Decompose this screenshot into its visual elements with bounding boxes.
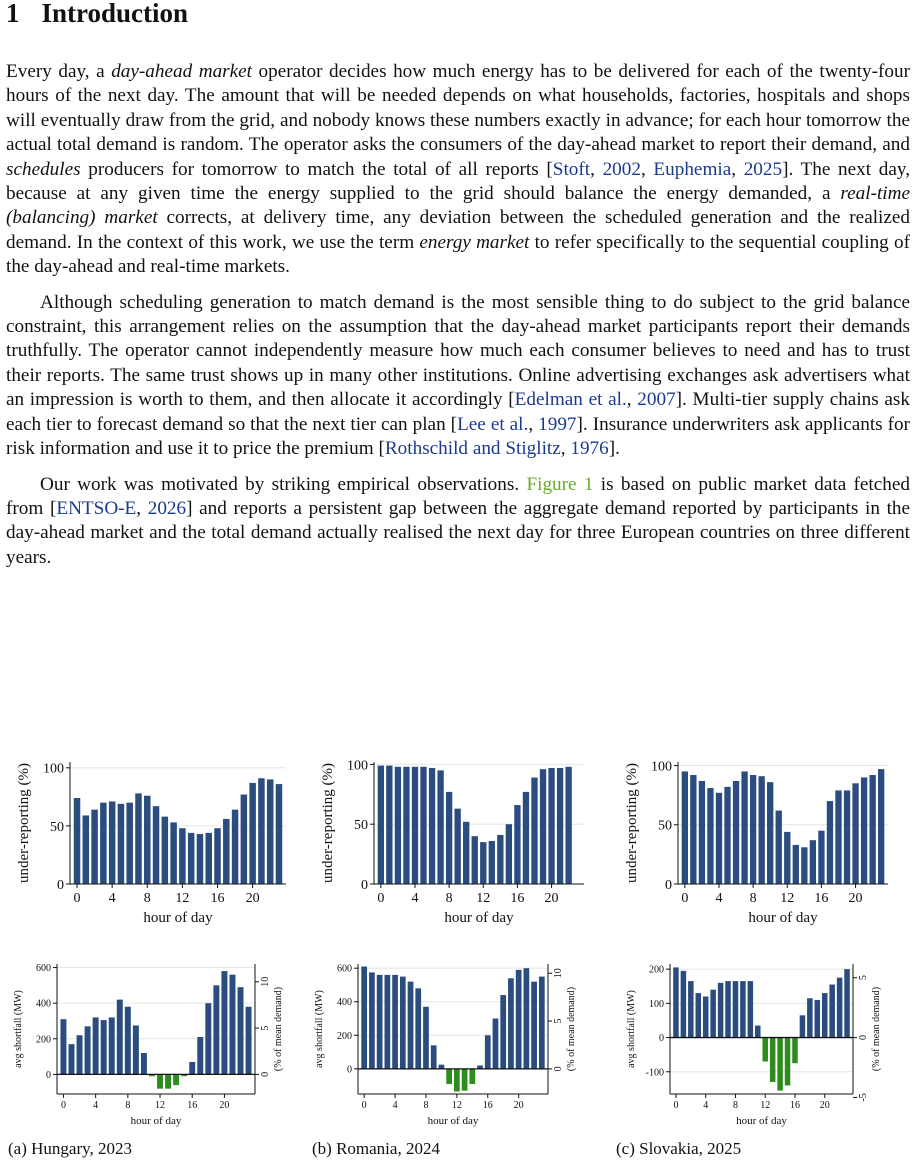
bar xyxy=(807,998,813,1037)
x-tick-label: 8 xyxy=(445,891,453,906)
bar xyxy=(232,810,238,884)
text-run: , xyxy=(590,158,603,180)
bar xyxy=(724,787,730,884)
x-tick-label: 4 xyxy=(93,1100,99,1111)
bar xyxy=(446,1069,452,1084)
y-tick-label: -100 xyxy=(645,1067,664,1079)
citation-link[interactable]: 2026 xyxy=(147,497,187,519)
bar xyxy=(462,1069,468,1091)
text-run: , xyxy=(136,497,148,519)
bar xyxy=(446,792,452,884)
y2-tick-label: 5 xyxy=(260,1025,271,1031)
bar xyxy=(500,995,506,1069)
bar xyxy=(861,777,867,884)
text-run: , xyxy=(626,389,638,411)
x-axis-label: hour of day xyxy=(736,1115,787,1127)
bar xyxy=(135,793,141,884)
bar xyxy=(118,804,124,884)
x-axis-label: hour of day xyxy=(444,910,514,926)
y-tick-label: 50 xyxy=(50,819,64,835)
bar xyxy=(179,828,185,884)
bar xyxy=(815,1000,821,1038)
bar xyxy=(267,779,273,884)
bar xyxy=(454,1069,460,1092)
y2-axis-label: (% of mean demand) xyxy=(566,986,577,1072)
bar xyxy=(361,967,367,1069)
bar xyxy=(431,1045,437,1068)
section-heading xyxy=(6,0,188,29)
bar xyxy=(392,975,398,1069)
x-tick-label: 0 xyxy=(681,891,689,906)
y-tick-label: 0 xyxy=(46,1069,51,1081)
bar xyxy=(524,968,530,1069)
text-run: is based on public market data fetched from [ xyxy=(6,473,910,519)
bar xyxy=(800,1015,806,1037)
bar xyxy=(101,1020,107,1074)
bar xyxy=(429,768,435,884)
x-tick-label: 0 xyxy=(73,891,81,906)
x-axis-label: hour of day xyxy=(748,910,818,926)
x-tick-label: 8 xyxy=(143,891,151,906)
bar xyxy=(829,985,835,1038)
citation-link[interactable]: 1997 xyxy=(538,413,577,435)
bar xyxy=(400,977,406,1069)
bar xyxy=(197,1037,203,1074)
y-tick-label: 0 xyxy=(347,1064,352,1076)
text-run: ]. xyxy=(608,438,620,460)
y-tick-label: 600 xyxy=(36,963,51,975)
bar xyxy=(785,1038,791,1086)
x-tick-label: 4 xyxy=(703,1100,709,1111)
y-tick-label: 100 xyxy=(651,759,672,775)
bar xyxy=(246,1007,252,1075)
text-run: , xyxy=(560,438,571,460)
bar xyxy=(777,1038,783,1091)
bar xyxy=(792,1038,798,1064)
citation-link[interactable]: 1976 xyxy=(570,438,609,460)
bar xyxy=(801,847,807,884)
x-tick-label: 20 xyxy=(513,1100,524,1111)
body-text xyxy=(6,60,910,581)
x-axis-label: hour of day xyxy=(130,1115,182,1127)
y-tick-label: 200 xyxy=(337,1030,352,1042)
x-tick-label: 20 xyxy=(245,891,260,906)
bar xyxy=(565,767,571,884)
citation-link[interactable]: 2007 xyxy=(637,389,676,411)
y-tick-label: 400 xyxy=(36,998,51,1010)
bar xyxy=(748,981,754,1037)
text-run: , xyxy=(731,158,744,180)
y2-axis-label: (% of mean demand) xyxy=(871,986,882,1072)
y-tick-label: 100 xyxy=(649,998,664,1010)
bar xyxy=(395,767,401,884)
x-tick-label: 16 xyxy=(482,1100,493,1111)
x-tick-label: 4 xyxy=(715,891,723,906)
y-tick-label: 50 xyxy=(658,818,672,834)
x-tick-label: 0 xyxy=(361,1100,367,1111)
y-tick-label: 200 xyxy=(36,1034,51,1046)
bar xyxy=(170,822,176,884)
bar xyxy=(837,978,843,1038)
bar xyxy=(750,775,756,884)
y2-axis-label: (% of mean demand) xyxy=(273,986,284,1072)
bar xyxy=(74,798,80,884)
bar xyxy=(69,1044,75,1074)
bar xyxy=(770,1038,776,1082)
bar xyxy=(60,1019,66,1074)
text-run: Although scheduling generation to match demand is the most sensible thing to do subject to the grid balance constraint, this arrangement relies on the assumption that the day-ahead market participants report their demands truthfully. The operator cannot independently measure how much each consumer believes to need and has to trust their reports. The same trust shows up in many other institutions. Online advertising exchanges ask advertisers what an impression is worth to them, and then allocate it accordingly [ xyxy=(6,291,910,411)
chart-top-right xyxy=(624,759,888,926)
bar xyxy=(827,801,833,884)
section-number: 1 xyxy=(6,0,20,28)
x-tick-label: 4 xyxy=(411,891,419,906)
citation-link[interactable]: Lee et al. xyxy=(457,413,529,435)
paragraph xyxy=(6,60,910,280)
bar xyxy=(514,805,520,884)
y2-tick-label: 10 xyxy=(553,968,564,979)
x-tick-label: 16 xyxy=(187,1100,198,1111)
y2-tick-label: 0 xyxy=(260,1071,271,1077)
citation-link[interactable]: Rothschild and Stiglitz xyxy=(384,438,561,460)
bar xyxy=(485,1035,491,1069)
bar xyxy=(497,835,503,884)
bar xyxy=(162,817,168,884)
y-tick-label: 600 xyxy=(337,963,352,975)
bar xyxy=(100,803,106,884)
bar xyxy=(238,987,244,1074)
bar xyxy=(707,788,713,884)
bar xyxy=(133,1025,139,1074)
x-tick-label: 12 xyxy=(760,1100,771,1111)
y-tick-label: 100 xyxy=(347,758,368,774)
bar xyxy=(455,809,461,884)
citation-link[interactable]: Stoft xyxy=(552,158,591,180)
bar xyxy=(489,841,495,884)
bar xyxy=(762,1038,768,1062)
y2-tick-label: 0 xyxy=(858,1035,869,1041)
x-tick-label: 8 xyxy=(423,1100,429,1111)
text-run: , xyxy=(528,413,539,435)
text-run: to refer specifically to the sequential coupling of the day-ahead and real-time markets. xyxy=(6,231,910,278)
bar xyxy=(126,803,132,884)
y2-tick-label: 0 xyxy=(553,1066,564,1072)
bar xyxy=(508,978,514,1069)
x-tick-label: 16 xyxy=(210,891,225,906)
bar xyxy=(83,815,89,884)
figure-1 xyxy=(0,730,916,1170)
x-tick-label: 16 xyxy=(814,891,829,906)
text-run: , xyxy=(640,158,654,180)
bar xyxy=(759,776,765,884)
bar xyxy=(91,810,97,884)
bar xyxy=(784,832,790,884)
bar xyxy=(173,1074,179,1085)
y-axis-label: avg shortfall (MW) xyxy=(314,990,325,1068)
bar xyxy=(718,983,724,1038)
bar xyxy=(420,767,426,884)
bar xyxy=(141,1053,147,1074)
bar xyxy=(703,997,709,1038)
bar xyxy=(125,1007,131,1075)
bar xyxy=(699,781,705,884)
bar xyxy=(793,845,799,884)
bar xyxy=(557,768,563,884)
emphasis: real-time (balancing) market xyxy=(6,183,910,229)
bar xyxy=(540,769,546,884)
bar xyxy=(386,766,392,884)
bar xyxy=(690,775,696,884)
bar xyxy=(153,806,159,884)
chart-bottom-middle xyxy=(314,964,577,1127)
text-run: ]. The next day, because at any given time the energy supplied to the grid should balance the energy demanded, a xyxy=(6,158,911,205)
text-run: producers for tomorrow to match the total of all reports [ xyxy=(80,158,553,180)
citation-link[interactable]: Edelman et al. xyxy=(514,389,627,411)
bar xyxy=(197,834,203,884)
caption-a: (a) Hungary, 2023 xyxy=(8,1139,132,1158)
bar xyxy=(810,840,816,884)
bar xyxy=(205,833,211,884)
bar xyxy=(725,981,731,1037)
y-tick-label: 200 xyxy=(649,964,664,976)
bar xyxy=(480,842,486,884)
bar xyxy=(221,971,227,1074)
bar xyxy=(223,819,229,884)
caption-b: (b) Romania, 2024 xyxy=(312,1139,440,1158)
x-tick-label: 12 xyxy=(476,891,491,906)
section-title: Introduction xyxy=(41,0,189,28)
bar xyxy=(77,1035,83,1074)
bar xyxy=(740,981,746,1037)
y-tick-label: 0 xyxy=(659,1033,664,1045)
caption-c: (c) Slovakia, 2025 xyxy=(616,1139,742,1158)
bar xyxy=(822,993,828,1037)
text-run: ] and reports a persistent gap between the aggregate demand reported by participants in the day-ahead market and the total demand actually realised the next day for three European countries on three different years. xyxy=(6,497,911,568)
emphasis: energy market xyxy=(419,231,530,253)
bar xyxy=(188,833,194,884)
bar xyxy=(412,767,418,884)
bar xyxy=(506,824,512,884)
bar xyxy=(117,1000,123,1075)
x-axis-label: hour of day xyxy=(143,910,213,926)
text-run: ]. Insurance underwriters ask applicants for risk information and use it to price the premium [ xyxy=(6,413,911,460)
y2-tick-label: -5 xyxy=(858,1093,869,1102)
text-run: operator decides how much energy has to be delivered for each of the twenty-four hours of the next day. The amount that will be needed depends on what households, factories, hospitals and shops will eventually draw from the grid, and nobody knows these numbers exactly in advance; for each hour tomorrow the actual total demand is random. The operator asks the consumers of the day-ahead market to report their demand, and xyxy=(6,61,911,156)
bar xyxy=(733,981,739,1037)
y2-tick-label: 5 xyxy=(858,975,869,981)
y-tick-label: 0 xyxy=(57,877,64,893)
citation-link[interactable]: 2002 xyxy=(602,158,641,180)
bar xyxy=(258,778,264,884)
bar xyxy=(741,771,747,884)
x-tick-label: 4 xyxy=(108,891,116,906)
bar xyxy=(539,977,545,1069)
emphasis: schedules xyxy=(6,158,81,180)
y-tick-label: 50 xyxy=(354,818,368,834)
figure-link[interactable]: Figure 1 xyxy=(526,473,594,495)
bar xyxy=(144,796,150,884)
bar xyxy=(716,793,722,884)
x-tick-label: 8 xyxy=(125,1100,131,1111)
bar xyxy=(205,1003,211,1074)
bar xyxy=(378,766,384,884)
bar xyxy=(241,795,247,884)
bar xyxy=(733,781,739,884)
bar xyxy=(767,782,773,884)
y-axis-label: under-reporting (%) xyxy=(624,762,640,884)
bar xyxy=(673,967,679,1037)
x-tick-label: 20 xyxy=(544,891,559,906)
y-tick-label: 0 xyxy=(361,877,368,893)
bar xyxy=(531,778,537,884)
citation-link[interactable]: Euphemia xyxy=(653,158,732,180)
bar xyxy=(493,1019,499,1069)
citation-link[interactable]: ENTSO-E xyxy=(56,497,137,519)
bar xyxy=(844,790,850,884)
y-tick-label: 400 xyxy=(337,997,352,1009)
bar xyxy=(682,771,688,884)
bar xyxy=(548,768,554,884)
y2-tick-label: 5 xyxy=(553,1018,564,1024)
citation-link[interactable]: 2025 xyxy=(743,158,783,180)
chart-top-left xyxy=(16,762,286,926)
bar xyxy=(384,975,390,1069)
bar xyxy=(844,969,850,1037)
bar xyxy=(437,770,443,884)
bar xyxy=(249,783,255,884)
bar xyxy=(276,784,282,884)
bar xyxy=(710,990,716,1038)
bar xyxy=(93,1017,99,1074)
x-tick-label: 12 xyxy=(780,891,795,906)
y-tick-label: 0 xyxy=(665,877,672,893)
x-tick-label: 4 xyxy=(392,1100,398,1111)
bar xyxy=(878,769,884,884)
bar xyxy=(472,836,478,884)
x-tick-label: 20 xyxy=(219,1100,230,1111)
bar xyxy=(818,831,824,884)
x-tick-label: 20 xyxy=(848,891,863,906)
bar xyxy=(408,982,414,1069)
bar xyxy=(423,1007,429,1069)
text-run: Every day, a xyxy=(6,61,112,82)
bar xyxy=(165,1074,171,1088)
bar xyxy=(852,783,858,884)
paragraph xyxy=(6,291,910,462)
chart-top-middle xyxy=(320,758,584,926)
text-run: corrects, at delivery time, any deviation between the scheduled generation and the realized demand. In the context of this work, we use the term xyxy=(6,207,910,253)
x-tick-label: 0 xyxy=(377,891,385,906)
x-tick-label: 16 xyxy=(510,891,525,906)
bar xyxy=(755,1026,761,1038)
y-axis-label: avg shortfall (MW) xyxy=(626,990,637,1068)
bar xyxy=(835,790,841,884)
x-tick-label: 8 xyxy=(732,1100,738,1111)
bar xyxy=(469,1069,475,1084)
bar xyxy=(523,792,529,884)
x-tick-label: 12 xyxy=(155,1100,166,1111)
bar xyxy=(109,802,115,884)
bar xyxy=(189,1062,195,1074)
chart-bottom-left xyxy=(13,963,284,1127)
x-tick-label: 20 xyxy=(819,1100,830,1111)
bar xyxy=(157,1074,163,1088)
bar xyxy=(531,982,537,1069)
bar xyxy=(415,988,421,1069)
text-run: ]. Multi-tier supply chains ask each tier to forecast demand so that the next tier can plan [ xyxy=(6,389,910,435)
bar xyxy=(681,971,687,1038)
bar xyxy=(109,1017,115,1074)
bar xyxy=(869,775,875,884)
emphasis: day-ahead market xyxy=(111,61,253,82)
bar xyxy=(463,822,469,884)
bar xyxy=(229,975,235,1075)
bar xyxy=(85,1026,91,1074)
y-axis-label: under-reporting (%) xyxy=(320,762,336,884)
chart-bottom-right xyxy=(626,964,882,1127)
y-axis-label: under-reporting (%) xyxy=(16,762,32,884)
x-tick-label: 0 xyxy=(60,1100,66,1111)
bar xyxy=(214,828,220,884)
x-tick-label: 12 xyxy=(451,1100,462,1111)
bar xyxy=(377,975,383,1069)
bar xyxy=(213,985,219,1074)
x-tick-label: 12 xyxy=(175,891,190,906)
paragraph xyxy=(6,473,910,571)
x-tick-label: 16 xyxy=(789,1100,800,1111)
x-axis-label: hour of day xyxy=(427,1115,479,1127)
x-tick-label: 8 xyxy=(749,891,757,906)
bar xyxy=(516,970,522,1069)
bar xyxy=(403,767,409,884)
bar xyxy=(776,811,782,884)
y2-tick-label: 10 xyxy=(260,976,271,987)
y-axis-label: avg shortfall (MW) xyxy=(13,990,24,1068)
bar xyxy=(696,993,702,1037)
text-run: Our work was motivated by striking empirical observations. xyxy=(40,473,527,495)
y-tick-label: 100 xyxy=(43,761,64,777)
x-tick-label: 0 xyxy=(673,1100,679,1111)
bar xyxy=(688,981,694,1037)
bar xyxy=(369,972,375,1068)
